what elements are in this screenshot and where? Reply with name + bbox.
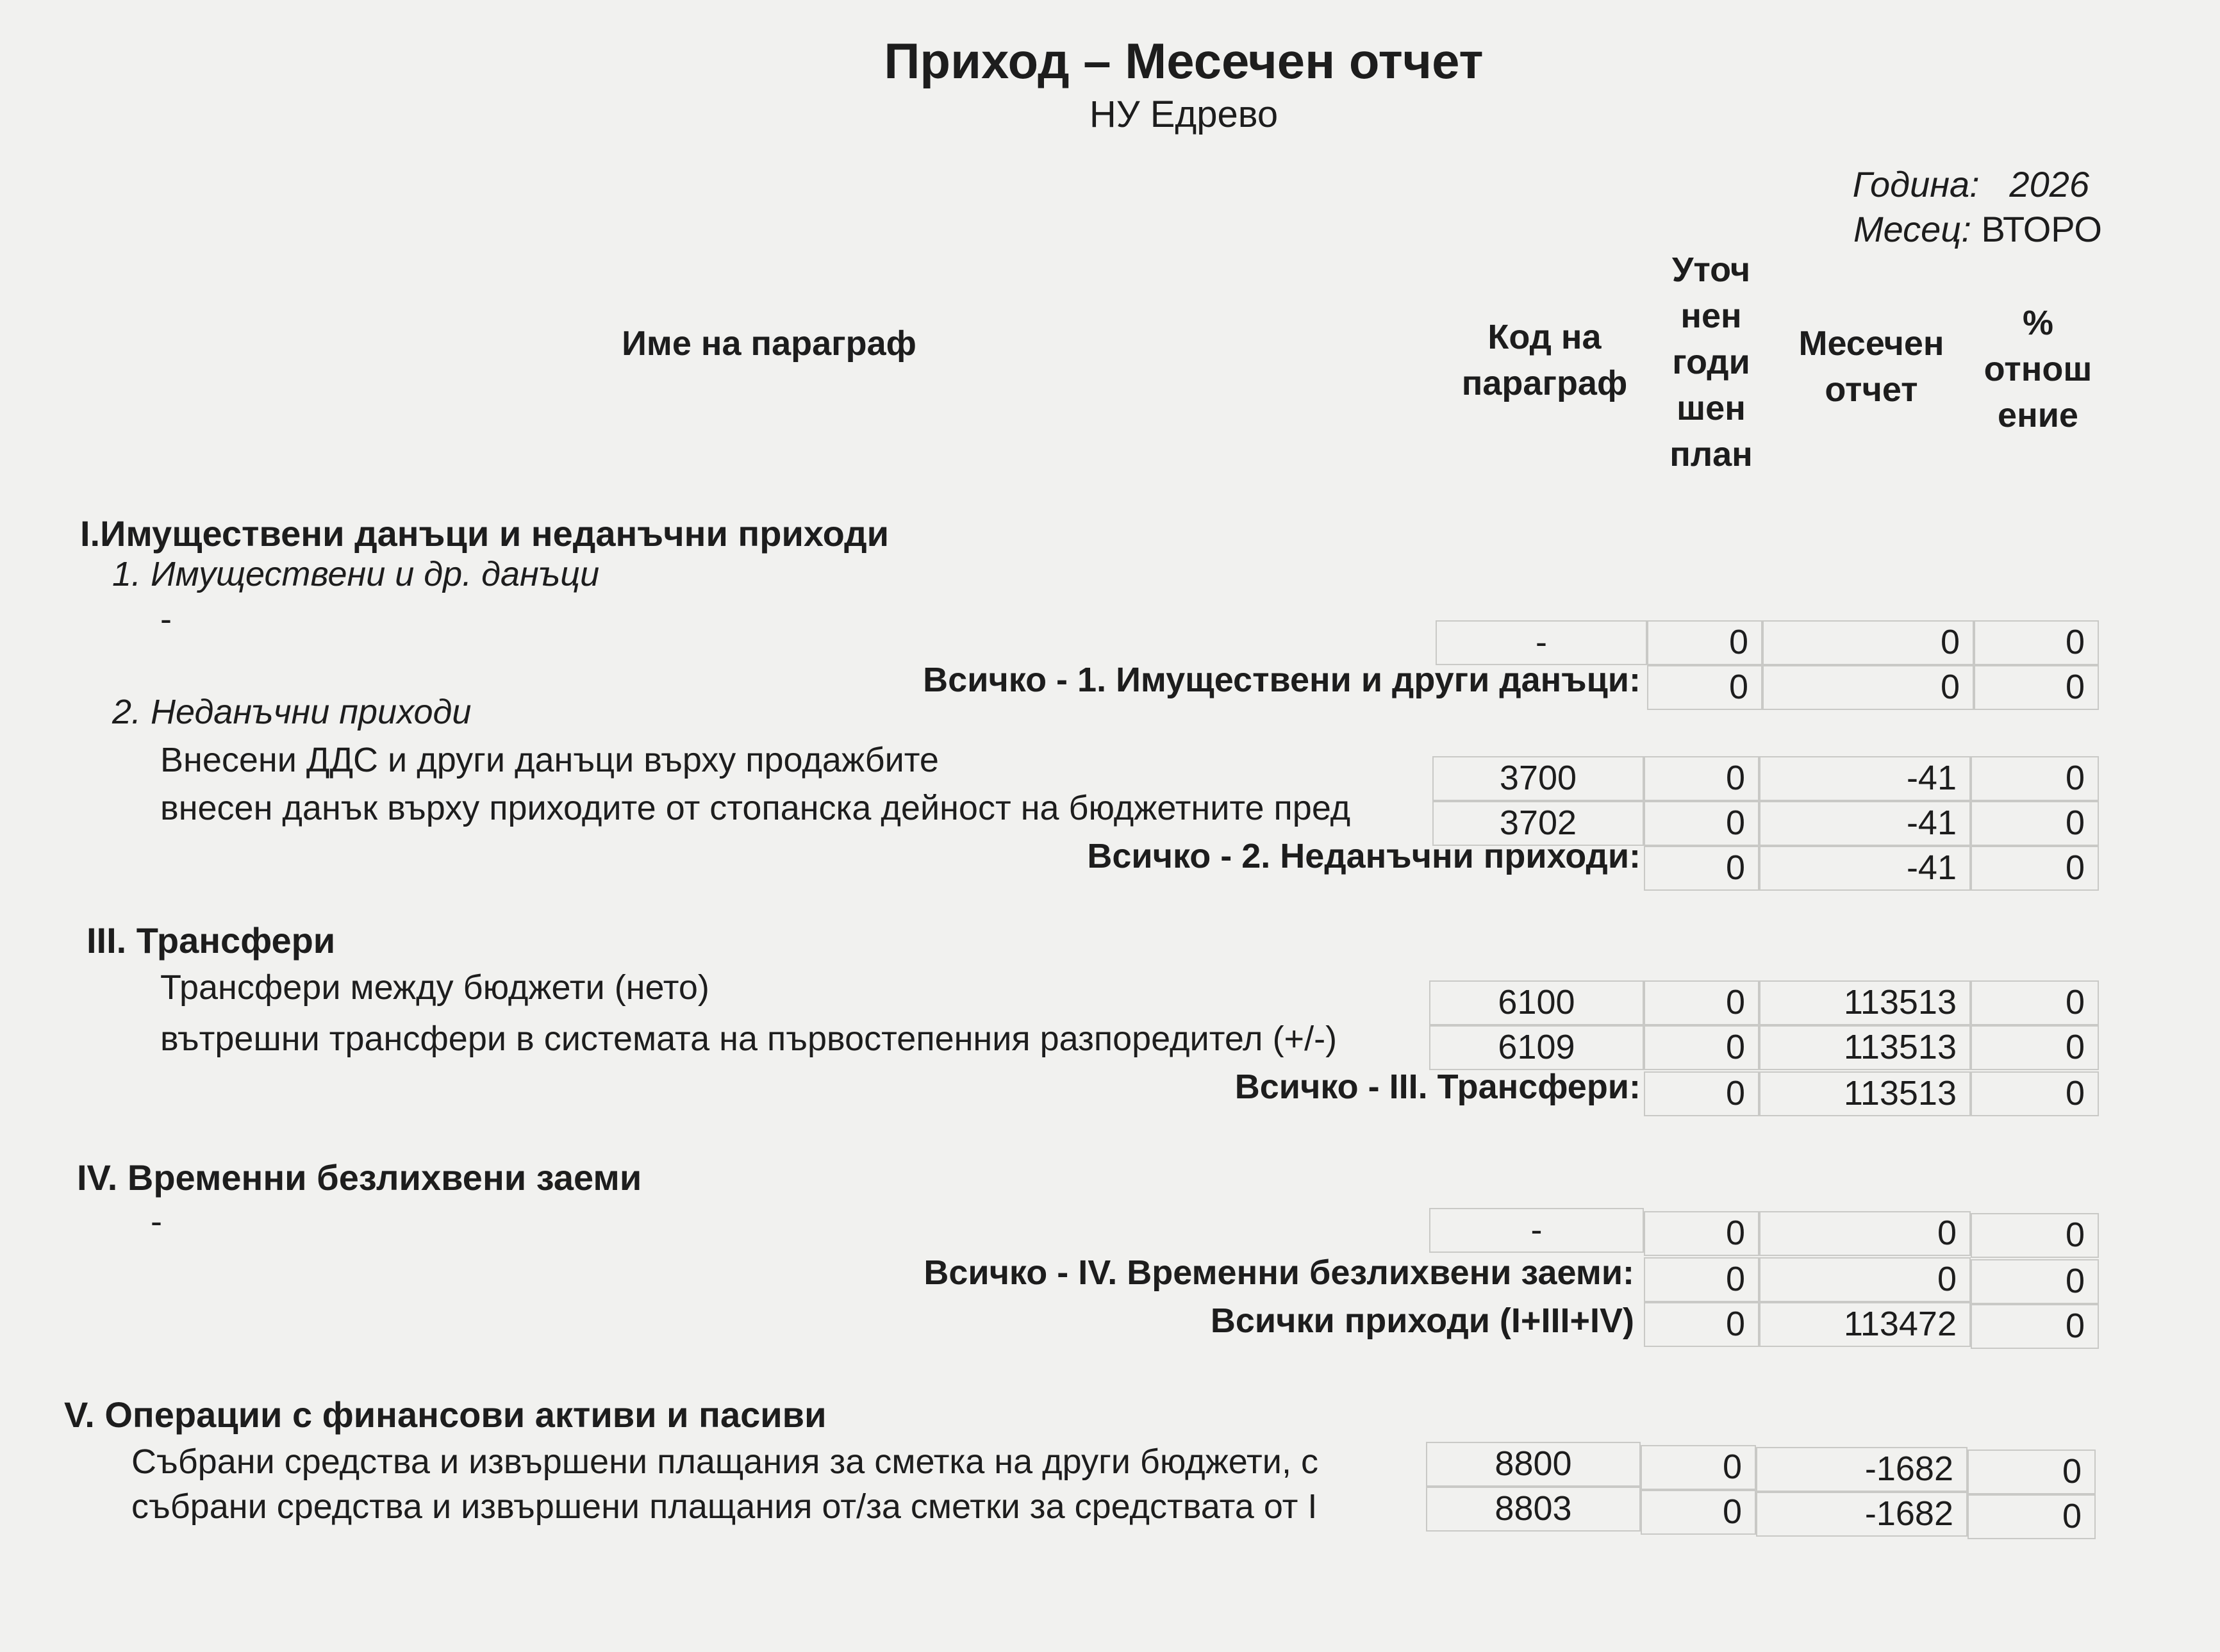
year-row: [1730, 163, 2089, 205]
section-title: IV. Временни безлихвени заеми: [77, 1157, 642, 1198]
column-header-plan-line: нен: [1680, 297, 1742, 335]
plan-cell: 0: [1644, 756, 1759, 801]
subsection-title: 2. Неданъчни приходи: [112, 693, 472, 731]
column-header-report: [1775, 320, 1967, 413]
year-value: 2026: [2009, 164, 2089, 204]
plan-cell: 0: [1644, 1211, 1759, 1256]
column-header-plan-line: Уточ: [1671, 251, 1751, 289]
paragraph-name: внесен данък върху приходите от стопанска дейност на бюджетните пред: [160, 789, 1351, 827]
plan-cell: 0: [1644, 980, 1759, 1025]
column-header-percent-line: ение: [1998, 396, 2078, 434]
report-cell: -41: [1759, 846, 1971, 891]
month-value: ВТОРО: [1981, 209, 2102, 249]
subtotal-label: Всичко - III. Трансфери:: [1234, 1068, 1641, 1106]
code-cell: 6109: [1429, 1025, 1644, 1070]
section-title: I.Имуществени данъци и неданъчни приходи: [80, 513, 890, 554]
code-cell: -: [1436, 620, 1647, 665]
column-header-plan: [1647, 247, 1775, 477]
code-cell: -: [1429, 1208, 1644, 1253]
grand-total-label: Всички приходи (I+III+IV): [1210, 1301, 1634, 1340]
report-cell: 113513: [1759, 1071, 1971, 1116]
code-cell: 3700: [1432, 756, 1644, 801]
plan-cell: 0: [1641, 1445, 1756, 1490]
month-label: Месец:: [1853, 209, 1971, 249]
percent-cell: 0: [1971, 1025, 2099, 1070]
column-header-percent: [1967, 300, 2108, 438]
paragraph-name: вътрешни трансфери в системата на първостепенния разпоредител (+/-): [160, 1020, 1338, 1058]
paragraph-name: събрани средства и извършени плащания от/за сметки за средствата от I: [131, 1487, 1318, 1526]
plan-cell: 0: [1644, 1071, 1759, 1116]
percent-cell: 0: [1974, 620, 2099, 665]
subsection-title: 1. Имуществени и др. данъци: [112, 555, 600, 593]
subtotal-label: Всичко - 1. Имуществени и други данъци:: [923, 661, 1641, 699]
report-cell: -1682: [1756, 1447, 1967, 1492]
report-cell: 0: [1762, 620, 1974, 665]
percent-cell: 0: [1971, 846, 2099, 891]
plan-cell: 0: [1647, 665, 1762, 710]
page-title: Приход – Месечен отчет: [884, 33, 1484, 89]
percent-cell: 0: [1971, 801, 2099, 846]
section-title: III. Трансфери: [87, 920, 336, 961]
column-header-report-line: Месечен: [1798, 324, 1944, 363]
paragraph-name: Събрани средства и извършени плащания за сметка на други бюджети, с: [131, 1442, 1318, 1481]
paragraph-name: Внесени ДДС и други данъци върху продажбите: [160, 741, 939, 779]
column-header-percent-line: отнош: [1984, 350, 2092, 388]
empty-row-dash: -: [160, 600, 172, 638]
column-header-code-line: Код на: [1487, 318, 1602, 356]
percent-cell: 0: [1971, 1259, 2099, 1304]
plan-cell: 0: [1641, 1490, 1756, 1535]
code-cell: 6100: [1429, 980, 1644, 1025]
percent-cell: 0: [1971, 756, 2099, 801]
code-cell: 8800: [1426, 1442, 1641, 1487]
plan-cell: 0: [1644, 1025, 1759, 1070]
report-cell: 113472: [1759, 1302, 1971, 1347]
empty-row-dash: -: [151, 1202, 162, 1241]
percent-cell: 0: [1971, 1304, 2099, 1349]
column-header-report-line: отчет: [1825, 370, 1918, 409]
subtotal-label: Всичко - IV. Временни безлихвени заеми:: [924, 1253, 1634, 1292]
subtotal-label: Всичко - 2. Неданъчни приходи:: [1087, 837, 1641, 875]
month-row: [1730, 208, 2102, 250]
column-header-percent-line: %: [2022, 304, 2053, 342]
percent-cell: 0: [1967, 1450, 2096, 1494]
code-cell: 8803: [1426, 1487, 1641, 1532]
plan-cell: 0: [1644, 846, 1759, 891]
column-header-plan-line: шен: [1677, 389, 1746, 427]
report-cell: -41: [1759, 756, 1971, 801]
report-cell: 113513: [1759, 1025, 1971, 1070]
report-cell: -41: [1759, 801, 1971, 846]
report-cell: 0: [1762, 665, 1974, 710]
plan-cell: 0: [1647, 620, 1762, 665]
column-header-plan-line: годи: [1672, 343, 1750, 381]
report-cell: 113513: [1759, 980, 1971, 1025]
plan-cell: 0: [1644, 1257, 1759, 1302]
report-cell: -1682: [1756, 1492, 1967, 1537]
year-label: Година:: [1852, 164, 1980, 204]
code-cell: 3702: [1432, 801, 1644, 846]
percent-cell: 0: [1974, 665, 2099, 710]
percent-cell: 0: [1967, 1494, 2096, 1539]
percent-cell: 0: [1971, 1071, 2099, 1116]
plan-cell: 0: [1644, 1302, 1759, 1347]
paragraph-name: Трансфери между бюджети (нето): [160, 968, 709, 1007]
percent-cell: 0: [1971, 1213, 2099, 1258]
report-cell: 0: [1759, 1211, 1971, 1256]
column-header-name: Име на параграф: [622, 324, 916, 363]
percent-cell: 0: [1971, 980, 2099, 1025]
section-title: V. Операции с финансови активи и пасиви: [64, 1394, 827, 1435]
column-header-code: [1448, 314, 1641, 406]
report-cell: 0: [1759, 1257, 1971, 1302]
plan-cell: 0: [1644, 801, 1759, 846]
column-header-code-line: параграф: [1461, 364, 1628, 402]
column-header-plan-line: план: [1669, 435, 1753, 474]
page-subtitle: НУ Едрево: [1089, 94, 1279, 135]
